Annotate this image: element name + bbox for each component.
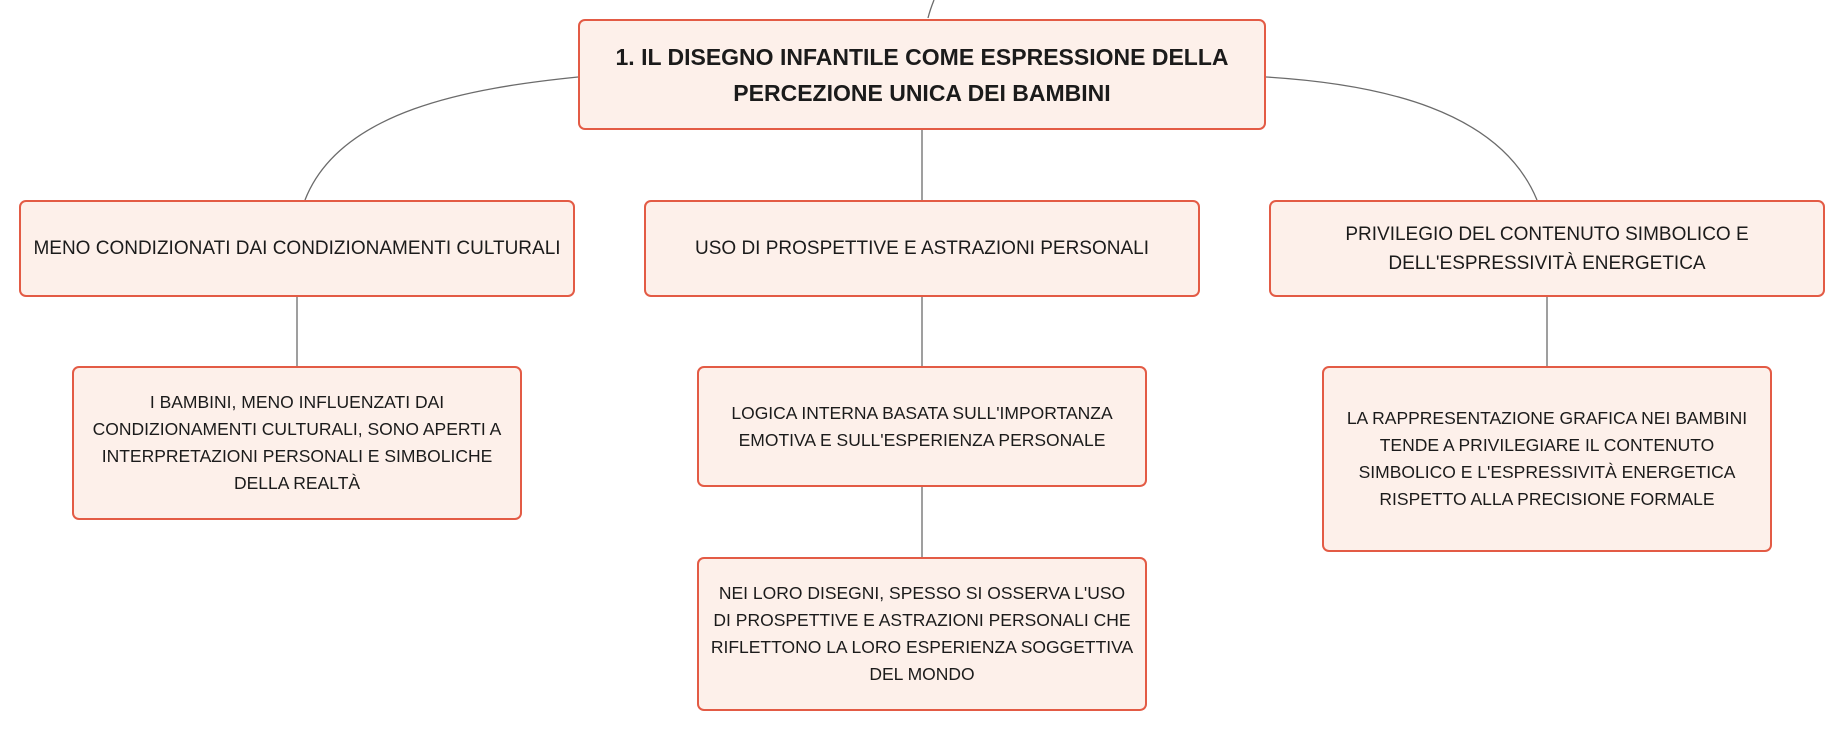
branch-node-label: MENO CONDIZIONATI DAI CONDIZIONAMENTI CULTURALI <box>33 238 561 259</box>
leaf-node-label: I BAMBINI, MENO INFLUENZATI DAI CONDIZIONAMENTI CULTURALI, SONO APERTI A INTERPRETAZIONI PERSONALI E SIMBOLICHE DELLA REALTÀ <box>92 392 502 493</box>
leaf-node-label: LOGICA INTERNA BASATA SULL'IMPORTANZA EMOTIVA E SULL'ESPERIENZA PERSONALE <box>731 402 1113 450</box>
leaf-node-symbolic-detail[interactable] <box>1322 366 1772 552</box>
branch-node-perspectives[interactable] <box>644 200 1200 297</box>
branch-node-symbolic[interactable] <box>1269 200 1825 297</box>
root-node[interactable] <box>578 19 1266 130</box>
leaf-node-drawings-detail[interactable] <box>697 557 1147 711</box>
leaf-node-cultural-detail[interactable] <box>72 366 522 520</box>
connector-root-to-branch-3 <box>1266 77 1537 200</box>
leaf-node-label: NEI LORO DISEGNI, SPESSO SI OSSERVA L'USO DI PROSPETTIVE E ASTRAZIONI PERSONALI CHE RIFLETTONO LA LORO ESPERIENZA SOGGETTIVA DEL MONDO <box>710 583 1134 684</box>
connector-root-to-branch-1 <box>305 77 578 200</box>
leaf-node-label: LA RAPPRESENTAZIONE GRAFICA NEI BAMBINI TENDE A PRIVILEGIARE IL CONTENUTO SIMBOLICO E L'ESPRESSIVITÀ ENERGETICA RISPETTO ALLA PRECISIONE FORMALE <box>1346 408 1748 509</box>
branch-node-cultural[interactable] <box>19 200 575 297</box>
branch-node-label: USO DI PROSPETTIVE E ASTRAZIONI PERSONALI <box>695 238 1149 259</box>
root-node-label: 1. IL DISEGNO INFANTILE COME ESPRESSIONE DELLA PERCEZIONE UNICA DEI BAMBINI <box>615 43 1229 106</box>
leaf-node-internal-logic[interactable] <box>697 366 1147 487</box>
branch-node-label: PRIVILEGIO DEL CONTENUTO SIMBOLICO E DELL'ESPRESSIVITÀ ENERGETICA <box>1345 223 1749 274</box>
connector-parent-to-root <box>928 0 934 18</box>
